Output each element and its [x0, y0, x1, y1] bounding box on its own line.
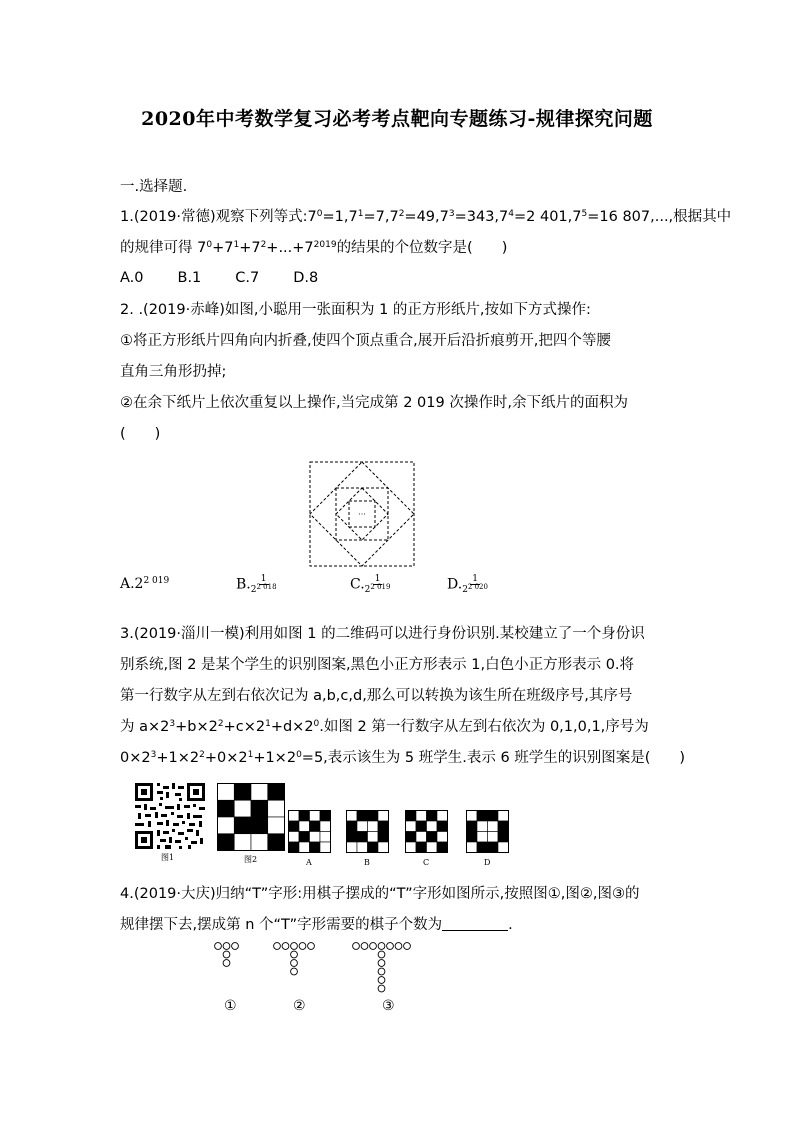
q2-line-5: ( ) — [120, 426, 161, 442]
grid-cell — [289, 811, 300, 822]
grid-cell — [498, 842, 509, 853]
chess-piece-1 — [223, 943, 230, 950]
q2-option-d: D. $\frac{1}{2^{2 020}}$ — [447, 574, 488, 595]
q4-line-2: 规律摆下去,摆成第 n 个“T”字形需要的棋子个数为 . — [120, 917, 513, 933]
grid-cell — [427, 811, 438, 822]
grid-cell — [218, 817, 235, 834]
grid-cell — [368, 842, 379, 853]
grid-cell — [406, 832, 417, 843]
qr-finder-bottom-left — [135, 831, 153, 849]
grid-cell — [477, 811, 488, 822]
grid-cell — [310, 821, 321, 832]
q2-line-3: 直角三角形扔掉; — [120, 364, 227, 380]
chess-piece-2 — [291, 968, 298, 975]
grid-cell — [498, 821, 509, 832]
q1-option-b: B.1 — [177, 270, 202, 286]
q2-line-2: ①将正方形纸片四角向内折叠,使四个顶点重合,展开后沿折痕剪开,把四个等腰 — [120, 333, 611, 349]
chess-piece-3 — [404, 943, 411, 950]
grid-cell — [488, 842, 499, 853]
grid-cell — [320, 811, 331, 822]
grid-cell — [299, 821, 310, 832]
grid-cell — [310, 842, 321, 853]
q4-line-1: 4.(2019·大庆)归纳“T”字形:用棋子摆成的“T”字形如图所示,按照图①,图②,图③的 — [120, 886, 640, 902]
grid-cell — [378, 811, 389, 822]
grid-cell — [234, 817, 251, 834]
q1-line-1: 1.(2019·常德)观察下列等式$:7^0=1,7^1=7,7^2=49,7^3=343,7^4=2$ $401,7^5=16$ 807,...,根据其中 — [120, 209, 732, 225]
q3-option-b-label: B — [364, 858, 370, 867]
grid-cell — [347, 832, 358, 843]
grid-cell — [251, 784, 268, 801]
grid-cell — [488, 832, 499, 843]
qr-finder-top-right — [187, 783, 205, 801]
chess-piece-1 — [223, 951, 230, 958]
chess-piece-2 — [308, 943, 315, 950]
grid-cell — [406, 842, 417, 853]
q2-option-b: B. $\frac{1}{2^{2 018}}$ — [236, 574, 277, 595]
grid-cell — [299, 842, 310, 853]
grid-cell — [498, 832, 509, 843]
q1-option-c: C.7 — [235, 270, 260, 286]
grid-cell — [310, 832, 321, 843]
q3-line-2: 别系统,图 2 是某个学生的识别图案,黑色小正方形表示 1,白色小正方形表示 0.将 — [120, 657, 635, 673]
grid-cell — [427, 821, 438, 832]
grid-cell — [378, 821, 389, 832]
grid-cell — [234, 800, 251, 817]
grid-cell — [437, 821, 448, 832]
q1-line-2: 的规律可得 $7^0+7^1+7^2+...+7^{2019}$的结果的个位数字是( ) — [120, 240, 508, 256]
chess-piece-3 — [361, 943, 368, 950]
grid-cell — [234, 784, 251, 801]
grid-cell — [477, 842, 488, 853]
grid-cell — [289, 842, 300, 853]
grid-cell — [477, 832, 488, 843]
q3-option-a-label: A — [306, 858, 312, 867]
qr-finder-top-left — [135, 783, 153, 801]
grid-cell — [251, 800, 268, 817]
chess-piece-1 — [223, 960, 230, 967]
grid-cell — [347, 842, 358, 853]
grid-cell — [320, 842, 331, 853]
chess-piece-3 — [353, 943, 360, 950]
chess-piece-3 — [387, 943, 394, 950]
grid-cell — [320, 832, 331, 843]
grid-cell — [406, 821, 417, 832]
grid-cell — [218, 784, 235, 801]
grid-cell — [416, 821, 427, 832]
grid-cell — [488, 811, 499, 822]
grid-cell — [347, 811, 358, 822]
t-figure-label-1: ① — [224, 998, 237, 1014]
grid-cell — [498, 811, 509, 822]
grid-cell — [310, 811, 321, 822]
grid-cell — [357, 821, 368, 832]
grid-cell — [368, 821, 379, 832]
figure-1-caption: 图1 — [161, 853, 175, 862]
q1-option-a: A.0 — [120, 270, 144, 286]
q3-option-c-pattern — [405, 810, 448, 853]
grid-cell — [218, 800, 235, 817]
grid-cell — [378, 842, 389, 853]
q1-option-d: D.8 — [293, 270, 319, 286]
q1-options — [120, 268, 318, 288]
grid-cell — [467, 842, 478, 853]
grid-cell — [357, 842, 368, 853]
grid-cell — [251, 817, 268, 834]
q3-option-d-label: D — [484, 858, 491, 867]
grid-cell — [427, 832, 438, 843]
q2-option-a: $A.2^{2 019}$ — [120, 576, 170, 592]
grid-cell — [357, 811, 368, 822]
q2-option-c: C. $\frac{1}{2^{2 019}}$ — [350, 574, 391, 595]
page-title: 2020年中考数学复习必考考点靶向专题练习-规律探究问题 — [141, 108, 653, 130]
chess-piece-2 — [282, 943, 289, 950]
grid-cell — [234, 834, 251, 851]
grid-cell — [437, 811, 448, 822]
grid-cell — [378, 832, 389, 843]
figure-2-pattern — [217, 783, 285, 851]
grid-cell — [268, 784, 285, 801]
nested-squares-figure — [306, 458, 418, 570]
chess-piece-2 — [299, 943, 306, 950]
grid-cell — [437, 832, 448, 843]
grid-cell — [299, 832, 310, 843]
grid-cell — [416, 832, 427, 843]
grid-cell — [416, 842, 427, 853]
answer-blank[interactable] — [442, 916, 508, 931]
chess-piece-1 — [232, 943, 239, 950]
t-figure-label-2: ② — [293, 998, 306, 1014]
grid-cell — [427, 842, 438, 853]
figure-ellipsis: ··· — [358, 510, 366, 519]
grid-cell — [488, 821, 499, 832]
grid-cell — [289, 821, 300, 832]
grid-cell — [467, 811, 478, 822]
figure-2-caption: 图2 — [244, 855, 258, 864]
chess-piece-3 — [378, 985, 385, 992]
chess-piece-3 — [378, 951, 385, 958]
q3-line-1: 3.(2019·淄川一模)利用如图 1 的二维码可以进行身份识别.某校建立了一个身份识 — [120, 626, 645, 642]
qr-code-figure — [135, 783, 205, 849]
q3-line-5: $0\times 2^3+1\times 2^2+0\times 2^1+1\times 2^0=5$,表示该生为 5 班学生.表示 6 班学生的识别图案是( ) — [120, 750, 686, 766]
q3-option-a-pattern — [288, 810, 331, 853]
q3-option-d-pattern — [466, 810, 509, 853]
grid-cell — [251, 834, 268, 851]
t-shape-figures — [212, 940, 438, 1004]
chess-piece-2 — [291, 951, 298, 958]
grid-cell — [368, 832, 379, 843]
q3-option-b-pattern — [346, 810, 389, 853]
grid-cell — [299, 811, 310, 822]
q3-line-4: 为 $a\times 2^3+b\times 2^2+c\times 2^1+d\times 2^0$.如图 2 第一行数字从左到右依次为 0,1,0,1,序号为 — [120, 719, 649, 735]
section-heading: 一.选择题. — [120, 179, 188, 195]
grid-cell — [437, 842, 448, 853]
q2-line-4: ②在余下纸片上依次重复以上操作,当完成第 2 019 次操作时,余下纸片的面积为 — [120, 395, 628, 411]
q2-line-1: 2. .(2019·赤峰)如图,小聪用一张面积为 1 的正方形纸片,按如下方式操作: — [120, 302, 591, 318]
grid-cell — [289, 832, 300, 843]
grid-cell — [347, 821, 358, 832]
grid-cell — [368, 811, 379, 822]
chess-piece-3 — [378, 943, 385, 950]
grid-cell — [268, 817, 285, 834]
grid-cell — [467, 832, 478, 843]
chess-piece-2 — [274, 943, 281, 950]
grid-cell — [357, 832, 368, 843]
grid-cell — [218, 834, 235, 851]
chess-piece-2 — [291, 943, 298, 950]
grid-cell — [416, 811, 427, 822]
grid-cell — [477, 821, 488, 832]
grid-cell — [406, 811, 417, 822]
chess-piece-3 — [370, 943, 377, 950]
chess-piece-3 — [378, 968, 385, 975]
grid-cell — [467, 821, 478, 832]
chess-piece-1 — [215, 943, 222, 950]
grid-cell — [268, 800, 285, 817]
grid-cell — [268, 834, 285, 851]
chess-piece-3 — [378, 977, 385, 984]
q3-line-3: 第一行数字从左到右依次记为 a,b,c,d,那么可以转换为该生所在班级序号,其序号 — [120, 688, 633, 704]
chess-piece-2 — [291, 960, 298, 967]
t-figure-label-3: ③ — [382, 998, 395, 1014]
q3-option-c-label: C — [423, 858, 430, 867]
chess-piece-3 — [395, 943, 402, 950]
grid-cell — [320, 821, 331, 832]
chess-piece-3 — [378, 960, 385, 967]
